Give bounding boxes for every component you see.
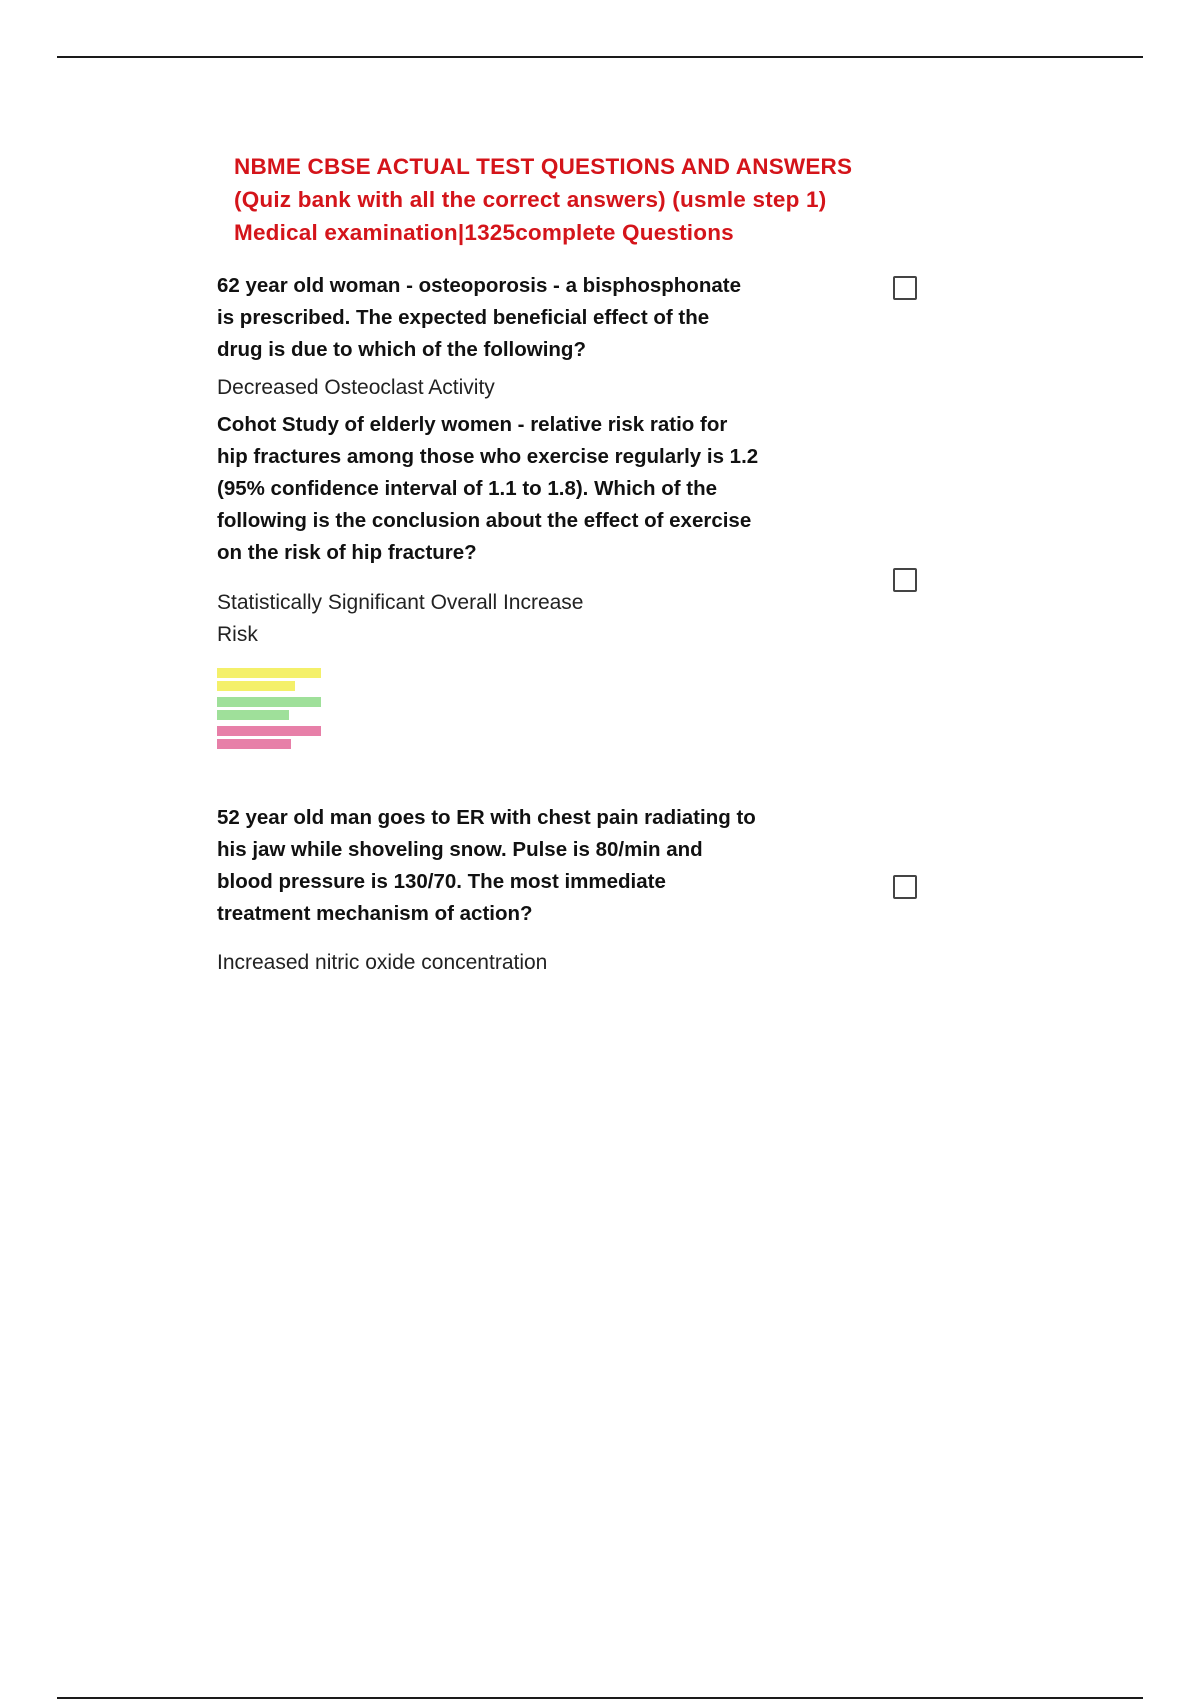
question-line: following is the conclusion about the effect of exercise — [217, 509, 752, 532]
question-line: on the risk of hip fracture? — [217, 541, 477, 564]
legend-bar-pink — [217, 739, 291, 749]
answer-3 — [217, 947, 777, 979]
bottom-rule — [57, 1697, 1143, 1699]
question-line: Cohot Study of elderly women - relative risk ratio for — [217, 413, 728, 436]
question-2 — [217, 409, 827, 569]
legend-bar-green — [217, 710, 289, 720]
question-line: is prescribed. The expected beneficial effect of the — [217, 306, 710, 329]
title-line: Medical examination|1325complete Questions — [234, 220, 734, 245]
title-line: NBME CBSE ACTUAL TEST QUESTIONS AND ANSWERS — [234, 154, 853, 179]
question-line: (95% confidence interval of 1.1 to 1.8). Which of the — [217, 477, 718, 500]
legend-bar-yellow — [217, 668, 321, 678]
relative-risk-legend-image — [217, 668, 325, 754]
question-line: treatment mechanism of action? — [217, 902, 533, 925]
question-line: 52 year old man goes to ER with chest pain radiating to — [217, 806, 756, 829]
answer-2 — [217, 587, 777, 651]
question-2-checkbox[interactable] — [893, 568, 917, 592]
question-3 — [217, 802, 827, 930]
answer-line: Risk — [217, 623, 258, 646]
legend-bar-pink — [217, 726, 321, 736]
question-line: hip fractures among those who exercise regularly is 1.2 — [217, 445, 759, 468]
question-3-checkbox[interactable] — [893, 875, 917, 899]
question-line: blood pressure is 130/70. The most immediate — [217, 870, 666, 893]
title-line: (Quiz bank with all the correct answers) (usmle step 1) — [234, 187, 827, 212]
answer-line: Decreased Osteoclast Activity — [217, 376, 495, 399]
answer-line: Increased nitric oxide concentration — [217, 951, 548, 974]
question-line: 62 year old woman - osteoporosis - a bisphosphonate — [217, 274, 741, 297]
question-line: his jaw while shoveling snow. Pulse is 80/min and — [217, 838, 703, 861]
legend-bar-green — [217, 697, 321, 707]
legend-bar-yellow — [217, 681, 295, 691]
answer-line: Statistically Significant Overall Increase — [217, 591, 584, 614]
question-1-checkbox[interactable] — [893, 276, 917, 300]
question-1 — [217, 270, 827, 366]
question-line: drug is due to which of the following? — [217, 338, 586, 361]
answer-1 — [217, 372, 777, 404]
document-title — [234, 150, 994, 249]
top-rule — [57, 56, 1143, 58]
